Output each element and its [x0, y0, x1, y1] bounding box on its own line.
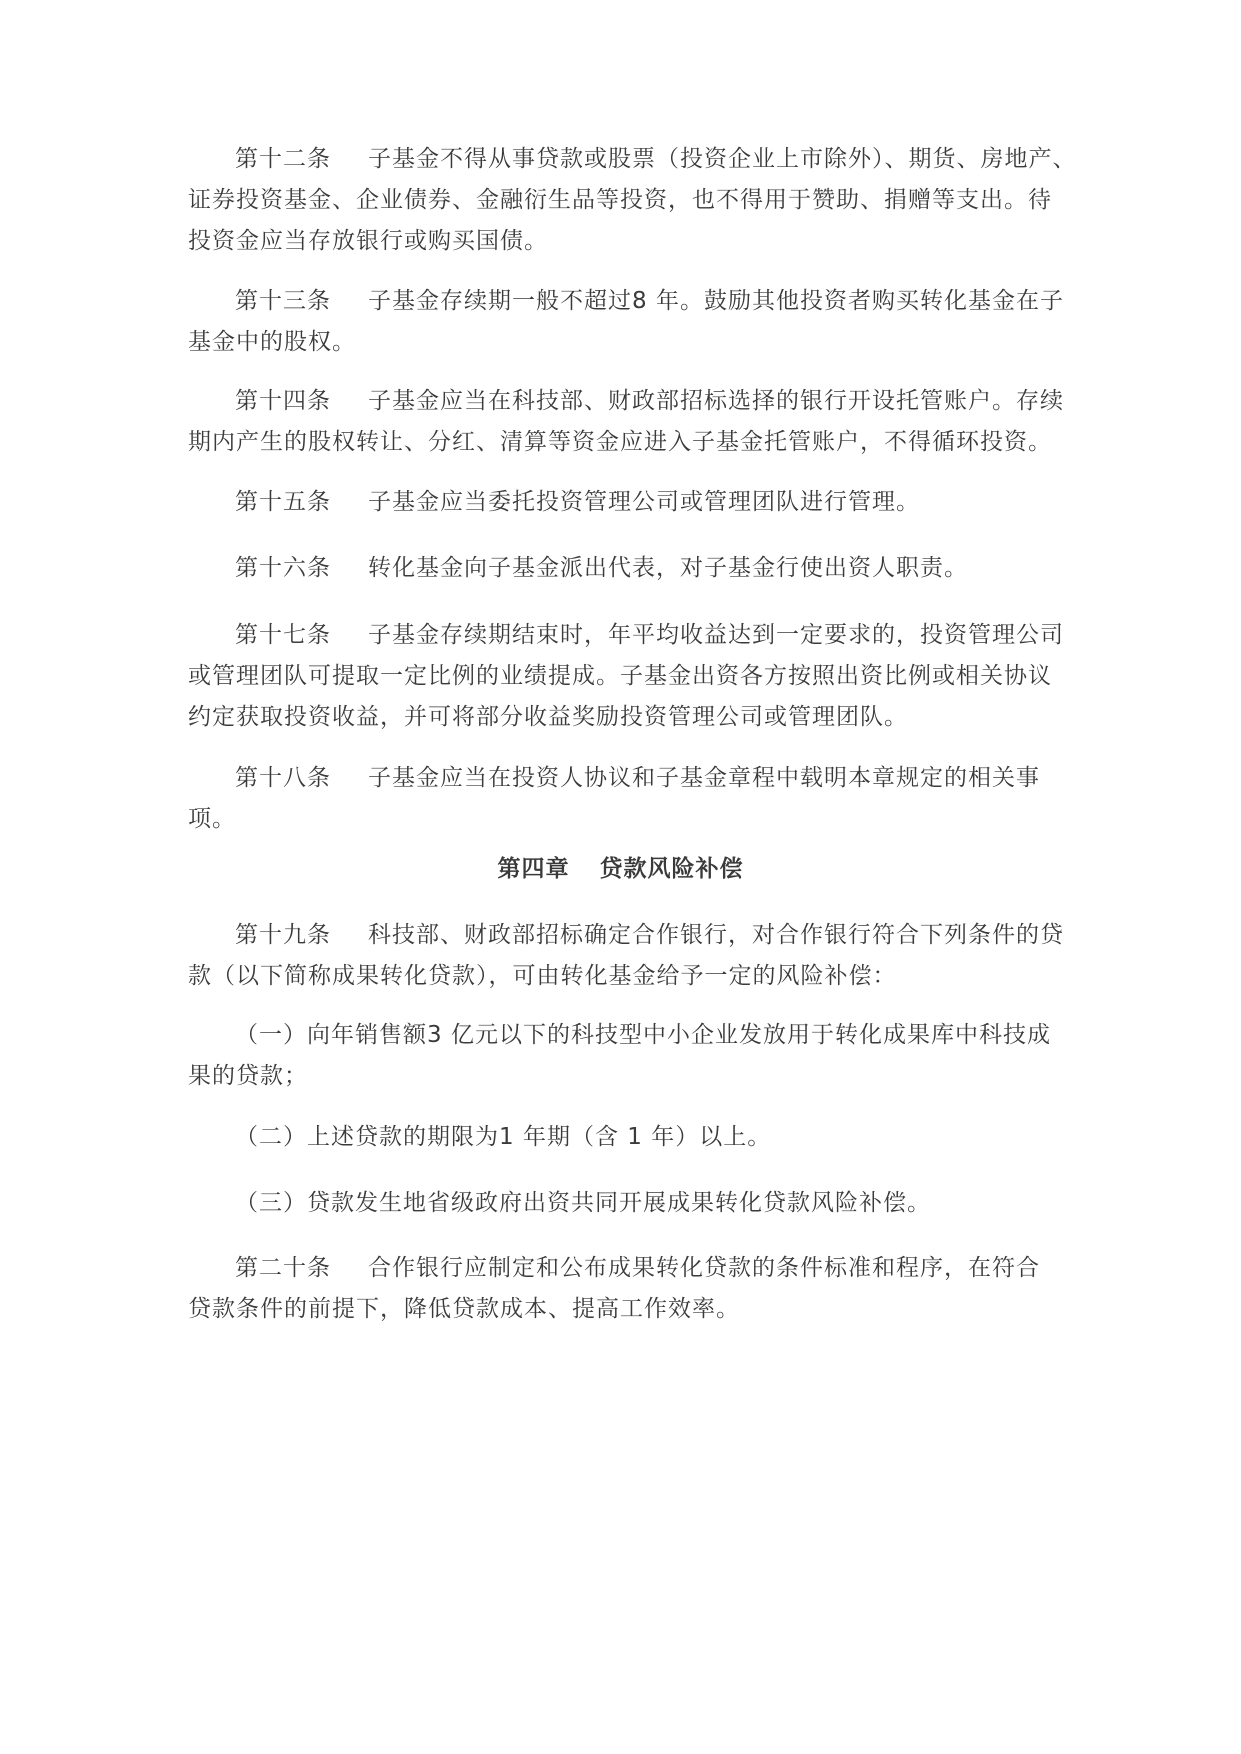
condition-1	[188, 1015, 1088, 1097]
article-text: 子基金应当在投资人协议和子基金章程中载明本章规定的相关事	[368, 765, 1040, 791]
article-text: 合作银行应制定和公布成果转化贷款的条件标准和程序，在符合	[368, 1255, 1040, 1281]
chapter-number: 第四章	[497, 856, 570, 882]
article-label: 第十三条	[235, 288, 331, 314]
condition-text: 果的贷款；	[188, 1063, 308, 1089]
condition-text: （一）向年销售额3 亿元以下的科技型中小企业发放用于转化成果库中科技成	[235, 1022, 1051, 1048]
article-text: 子基金存续期结束时，年平均收益达到一定要求的，投资管理公司	[368, 622, 1064, 648]
article-text: 证券投资基金、企业债券、金融衍生品等投资，也不得用于赞助、捐赠等支出。待	[188, 187, 1052, 213]
article-label: 第十八条	[235, 765, 331, 791]
article-label: 第十九条	[235, 922, 331, 948]
article-label: 第十二条	[235, 146, 331, 172]
article-text: 投资金应当存放银行或购买国债。	[188, 228, 548, 254]
article-text: 贷款条件的前提下，降低贷款成本、提高工作效率。	[188, 1296, 740, 1322]
article-text: 子基金存续期一般不超过8 年。鼓励其他投资者购买转化基金在子	[368, 288, 1064, 314]
article-16	[188, 548, 1088, 589]
chapter-title: 贷款风险补偿	[599, 856, 744, 882]
article-label: 第十四条	[235, 388, 331, 414]
article-text: 子基金应当委托投资管理公司或管理团队进行管理。	[368, 489, 920, 515]
article-label: 第十六条	[235, 555, 331, 581]
article-label: 第二十条	[235, 1255, 331, 1281]
article-12	[188, 139, 1088, 262]
article-label: 第十七条	[235, 622, 331, 648]
condition-text: （二）上述贷款的期限为1 年期（含 1 年）以上。	[235, 1124, 772, 1150]
article-text: 项。	[188, 806, 236, 832]
article-label: 第十五条	[235, 489, 331, 515]
article-text: 约定获取投资收益，并可将部分收益奖励投资管理公司或管理团队。	[188, 704, 908, 730]
article-text: 子基金不得从事贷款或股票（投资企业上市除外）、期货、房地产、	[368, 146, 1077, 172]
condition-text: （三）贷款发生地省级政府出资共同开展成果转化贷款风险补偿。	[235, 1190, 931, 1216]
article-text: 子基金应当在科技部、财政部招标选择的银行开设托管账户。存续	[368, 388, 1064, 414]
article-17	[188, 615, 1088, 738]
article-15	[188, 482, 1088, 523]
article-13	[188, 281, 1088, 363]
article-18	[188, 758, 1088, 840]
article-19	[188, 915, 1088, 997]
condition-2	[188, 1117, 1088, 1158]
condition-3	[188, 1183, 1088, 1224]
article-text: 基金中的股权。	[188, 329, 356, 355]
article-14	[188, 381, 1088, 463]
article-text: 期内产生的股权转让、分红、清算等资金应进入子基金托管账户，不得循环投资。	[188, 429, 1052, 455]
article-text: 款（以下简称成果转化贷款），可由转化基金给予一定的风险补偿：	[188, 963, 897, 989]
article-text: 转化基金向子基金派出代表，对子基金行使出资人职责。	[368, 555, 968, 581]
article-text: 或管理团队可提取一定比例的业绩提成。子基金出资各方按照出资比例或相关协议	[188, 663, 1052, 689]
article-text: 科技部、财政部招标确定合作银行，对合作银行符合下列条件的贷	[368, 922, 1064, 948]
article-20	[188, 1248, 1088, 1330]
chapter-heading	[0, 849, 1241, 890]
